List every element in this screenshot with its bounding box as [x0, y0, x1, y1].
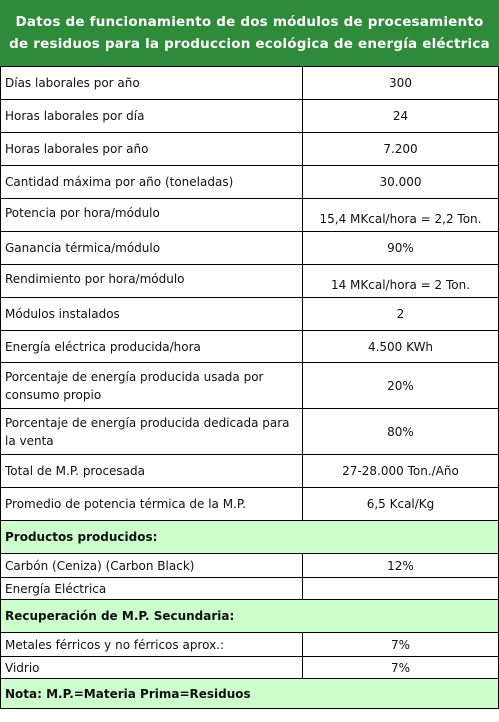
row-value: 7%: [303, 657, 499, 679]
row-label: Energía Eléctrica: [1, 578, 303, 600]
section-header-recovery: [1, 600, 499, 633]
row-value: 90%: [303, 232, 499, 265]
row-label: Módulos instalados: [1, 298, 303, 331]
row-label: Energía eléctrica producida/hora: [1, 331, 303, 363]
table-row: [1, 331, 499, 363]
row-label: Ganancia térmica/módulo: [1, 232, 303, 265]
row-label: Promedio de potencia térmica de la M.P.: [1, 488, 303, 521]
row-label: Horas laborales por día: [1, 100, 303, 133]
footnote: Nota: M.P.=Materia Prima=Residuos: [1, 679, 499, 709]
row-label: Metales férricos y no férricos aprox.:: [1, 633, 303, 657]
row-label: Días laborales por año: [1, 67, 303, 100]
row-value: 14 MKcal/hora = 2 Ton.: [303, 265, 499, 298]
operating-data-table: [0, 66, 499, 709]
row-label: Horas laborales por año: [1, 133, 303, 166]
row-value: 24: [303, 100, 499, 133]
row-value: 12%: [303, 554, 499, 578]
row-label: Porcentaje de energía producida dedicada para la venta: [1, 409, 303, 455]
row-value: 27-28.000 Ton./Año: [303, 455, 499, 488]
section-header-products: [1, 521, 499, 554]
row-label: Cantidad máxima por año (toneladas): [1, 166, 303, 199]
table-row: [1, 67, 499, 100]
row-value: [303, 578, 499, 600]
table-row: [1, 100, 499, 133]
table-row: [1, 133, 499, 166]
row-label: Total de M.P. procesada: [1, 455, 303, 488]
row-value: 80%: [303, 409, 499, 455]
row-value: 7%: [303, 633, 499, 657]
table-row: [1, 199, 499, 232]
table-row: [1, 265, 499, 298]
table-row: [1, 633, 499, 657]
row-value: 30.000: [303, 166, 499, 199]
footnote-row: [1, 679, 499, 709]
row-label: Rendimiento por hora/módulo: [1, 265, 303, 298]
table-row: [1, 232, 499, 265]
table-row: [1, 554, 499, 578]
table-row: [1, 488, 499, 521]
section-title: Productos producidos:: [1, 521, 499, 554]
row-value: 6,5 Kcal/Kg: [303, 488, 499, 521]
row-value: 4.500 KWh: [303, 331, 499, 363]
table-row: [1, 166, 499, 199]
row-label: Vidrio: [1, 657, 303, 679]
row-value: 15,4 MKcal/hora = 2,2 Ton.: [303, 199, 499, 232]
row-value: 300: [303, 67, 499, 100]
row-value: 20%: [303, 363, 499, 409]
row-label: Porcentaje de energía producida usada por consumo propio: [1, 363, 303, 409]
table-row: [1, 578, 499, 600]
section-title: Recuperación de M.P. Secundaria:: [1, 600, 499, 633]
row-label: Carbón (Ceniza) (Carbon Black): [1, 554, 303, 578]
table-row: [1, 657, 499, 679]
table-title: Datos de funcionamiento de dos módulos de procesamiento de residuos para la produccion ecológica de energía eléctrica: [0, 0, 499, 66]
table-row: [1, 298, 499, 331]
table-row: [1, 455, 499, 488]
row-label: Potencia por hora/módulo: [1, 199, 303, 232]
table-row: [1, 409, 499, 455]
table-row: [1, 363, 499, 409]
row-value: 2: [303, 298, 499, 331]
row-value: 7.200: [303, 133, 499, 166]
